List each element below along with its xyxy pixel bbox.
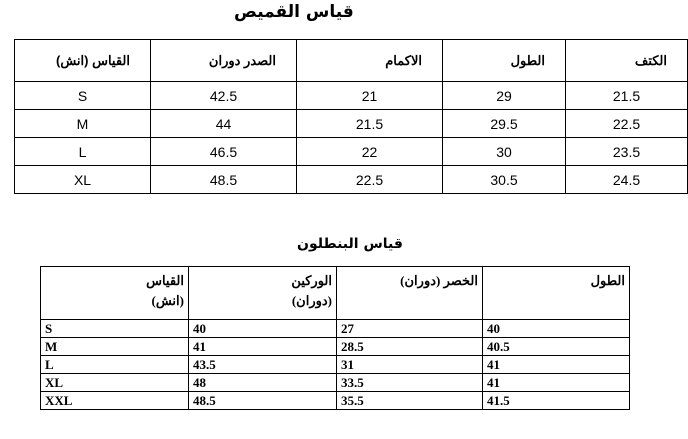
shirt-cell-length: 29.5 [443, 110, 566, 138]
pants-size-table [40, 266, 630, 410]
shirt-header-sleeves: الاكمام [297, 40, 443, 82]
pants-header-length-line1: الطول [590, 273, 625, 288]
pants-cell-waist: 27 [337, 320, 483, 338]
shirt-size-title: قياس القميص [234, 2, 354, 22]
pants-cell-waist: 35.5 [337, 392, 483, 410]
pants-cell-length: 41 [483, 356, 630, 374]
pants-cell-length: 40 [483, 320, 630, 338]
shirt-header-length: الطول [443, 40, 566, 82]
pants-header-waist-line1: الخصر (دوران) [400, 273, 478, 288]
pants-cell-hips: 48.5 [189, 392, 337, 410]
shirt-cell-sleeves: 22 [297, 138, 443, 166]
shirt-cell-chest: 46.5 [151, 138, 297, 166]
table-row [41, 338, 630, 356]
table-row [15, 138, 688, 166]
table-row [41, 374, 630, 392]
shirt-cell-shoulder: 23.5 [566, 138, 688, 166]
pants-header-hips-line1: الوركين [291, 273, 332, 288]
shirt-cell-size: XL [15, 166, 151, 194]
shirt-cell-chest: 48.5 [151, 166, 297, 194]
pants-cell-length: 41 [483, 374, 630, 392]
pants-header-hips [189, 267, 337, 320]
pants-header-size-line2: (انش) [151, 293, 184, 308]
shirt-cell-length: 29 [443, 82, 566, 110]
table-row [41, 392, 630, 410]
pants-cell-hips: 40 [189, 320, 337, 338]
shirt-cell-size: S [15, 82, 151, 110]
shirt-cell-sleeves: 21 [297, 82, 443, 110]
shirt-cell-chest: 44 [151, 110, 297, 138]
pants-cell-waist: 28.5 [337, 338, 483, 356]
shirt-cell-shoulder: 24.5 [566, 166, 688, 194]
pants-header-size [41, 267, 189, 320]
shirt-cell-size: M [15, 110, 151, 138]
pants-cell-size: XL [41, 374, 189, 392]
shirt-cell-shoulder: 22.5 [566, 110, 688, 138]
table-row [41, 356, 630, 374]
shirt-header-row [15, 40, 688, 82]
shirt-cell-chest: 42.5 [151, 82, 297, 110]
pants-header-hips-line2: (دوران) [291, 293, 332, 308]
pants-cell-hips: 48 [189, 374, 337, 392]
shirt-header-size: القياس (انش) [15, 40, 151, 82]
pants-cell-hips: 41 [189, 338, 337, 356]
pants-cell-length: 40.5 [483, 338, 630, 356]
table-row [41, 320, 630, 338]
pants-cell-size: XXL [41, 392, 189, 410]
pants-header-size-line1: القياس [146, 273, 184, 288]
shirt-cell-length: 30 [443, 138, 566, 166]
table-row [15, 82, 688, 110]
shirt-cell-sleeves: 21.5 [297, 110, 443, 138]
pants-cell-hips: 43.5 [189, 356, 337, 374]
shirt-size-table [14, 39, 688, 194]
pants-cell-size: M [41, 338, 189, 356]
shirt-cell-size: L [15, 138, 151, 166]
pants-cell-waist: 33.5 [337, 374, 483, 392]
pants-cell-length: 41.5 [483, 392, 630, 410]
shirt-cell-length: 30.5 [443, 166, 566, 194]
shirt-cell-shoulder: 21.5 [566, 82, 688, 110]
shirt-header-shoulder: الكتف [566, 40, 688, 82]
pants-cell-waist: 31 [337, 356, 483, 374]
pants-header-waist [337, 267, 483, 320]
shirt-header-chest: الصدر دوران [151, 40, 297, 82]
pants-size-title: قياس البنطلون [297, 236, 403, 252]
table-row [15, 110, 688, 138]
pants-cell-size: L [41, 356, 189, 374]
pants-header-length [483, 267, 630, 320]
shirt-cell-sleeves: 22.5 [297, 166, 443, 194]
table-row [15, 166, 688, 194]
pants-cell-size: S [41, 320, 189, 338]
pants-header-row [41, 267, 630, 320]
